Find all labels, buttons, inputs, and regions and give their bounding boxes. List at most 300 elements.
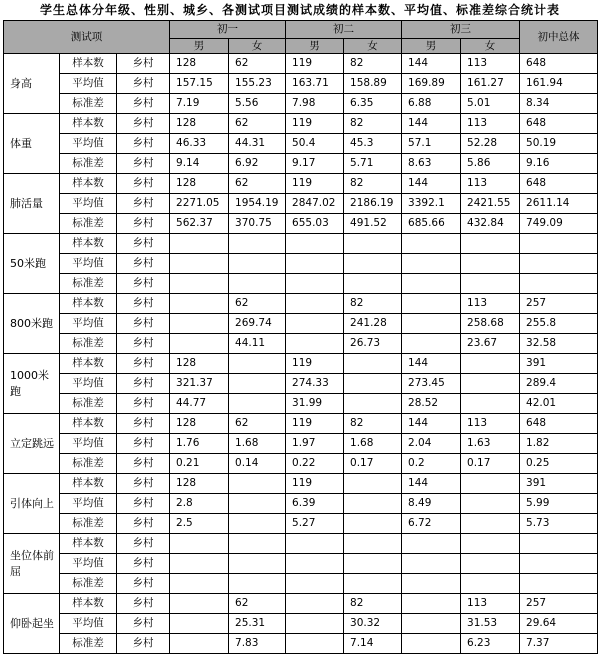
- value-cell: 6.72: [402, 514, 461, 534]
- value-cell: 0.17: [344, 454, 402, 474]
- value-cell: 6.88: [402, 94, 461, 114]
- value-cell: [402, 254, 461, 274]
- stat-label: 样本数: [60, 174, 117, 194]
- value-cell: 0.14: [229, 454, 286, 474]
- value-cell: [286, 274, 344, 294]
- item-name: 50米跑: [4, 234, 60, 294]
- value-cell: 82: [344, 174, 402, 194]
- value-cell: 158.89: [344, 74, 402, 94]
- stat-label: 平均值: [60, 434, 117, 454]
- value-cell: 113: [461, 54, 520, 74]
- value-cell: 7.83: [229, 634, 286, 654]
- value-cell: 5.01: [461, 94, 520, 114]
- table-row: [4, 114, 598, 134]
- total-value: [520, 534, 598, 554]
- value-cell: [461, 474, 520, 494]
- value-cell: [229, 234, 286, 254]
- table-row: [4, 454, 598, 474]
- value-cell: [229, 514, 286, 534]
- value-cell: [286, 534, 344, 554]
- table-row: [4, 594, 598, 614]
- stat-label: 平均值: [60, 314, 117, 334]
- stat-label: 样本数: [60, 474, 117, 494]
- total-value: 32.58: [520, 334, 598, 354]
- value-cell: [461, 494, 520, 514]
- value-cell: [402, 594, 461, 614]
- value-cell: 7.98: [286, 94, 344, 114]
- value-cell: 144: [402, 474, 461, 494]
- value-cell: 23.67: [461, 334, 520, 354]
- value-cell: 8.63: [402, 154, 461, 174]
- value-cell: 161.27: [461, 74, 520, 94]
- item-name: 立定跳远: [4, 414, 60, 474]
- value-cell: 119: [286, 174, 344, 194]
- value-cell: [170, 534, 229, 554]
- area-label: 乡村: [117, 514, 170, 534]
- value-cell: 273.45: [402, 374, 461, 394]
- value-cell: 82: [344, 414, 402, 434]
- value-cell: 655.03: [286, 214, 344, 234]
- table-row: [4, 214, 598, 234]
- table-row: [4, 94, 598, 114]
- value-cell: 119: [286, 414, 344, 434]
- value-cell: 258.68: [461, 314, 520, 334]
- value-cell: [461, 254, 520, 274]
- value-cell: 128: [170, 174, 229, 194]
- value-cell: [402, 574, 461, 594]
- value-cell: 144: [402, 114, 461, 134]
- area-label: 乡村: [117, 434, 170, 454]
- value-cell: [170, 334, 229, 354]
- value-cell: [170, 294, 229, 314]
- value-cell: 144: [402, 54, 461, 74]
- value-cell: [402, 334, 461, 354]
- value-cell: 31.99: [286, 394, 344, 414]
- value-cell: 26.73: [344, 334, 402, 354]
- area-label: 乡村: [117, 334, 170, 354]
- stat-label: 样本数: [60, 534, 117, 554]
- stat-label: 样本数: [60, 414, 117, 434]
- stat-label: 平均值: [60, 254, 117, 274]
- header-sex-male: 男: [286, 39, 344, 54]
- header-grade-1: 初一: [170, 21, 286, 39]
- total-value: 7.37: [520, 634, 598, 654]
- value-cell: 7.19: [170, 94, 229, 114]
- value-cell: 274.33: [286, 374, 344, 394]
- value-cell: [286, 234, 344, 254]
- value-cell: [461, 354, 520, 374]
- value-cell: 157.15: [170, 74, 229, 94]
- value-cell: [344, 554, 402, 574]
- value-cell: 1.76: [170, 434, 229, 454]
- table-row: [4, 254, 598, 274]
- value-cell: [344, 574, 402, 594]
- value-cell: 119: [286, 114, 344, 134]
- area-label: 乡村: [117, 594, 170, 614]
- value-cell: [344, 234, 402, 254]
- area-label: 乡村: [117, 414, 170, 434]
- value-cell: [402, 634, 461, 654]
- area-label: 乡村: [117, 394, 170, 414]
- area-label: 乡村: [117, 234, 170, 254]
- table-row: [4, 394, 598, 414]
- value-cell: [461, 234, 520, 254]
- total-value: 50.19: [520, 134, 598, 154]
- value-cell: [344, 394, 402, 414]
- area-label: 乡村: [117, 94, 170, 114]
- area-label: 乡村: [117, 254, 170, 274]
- stat-label: 平均值: [60, 134, 117, 154]
- value-cell: 163.71: [286, 74, 344, 94]
- value-cell: [170, 234, 229, 254]
- value-cell: [286, 634, 344, 654]
- table-row: [4, 194, 598, 214]
- value-cell: 28.52: [402, 394, 461, 414]
- area-label: 乡村: [117, 534, 170, 554]
- stat-label: 样本数: [60, 294, 117, 314]
- value-cell: 562.37: [170, 214, 229, 234]
- header-grade-2: 初二: [286, 21, 402, 39]
- value-cell: 2421.55: [461, 194, 520, 214]
- value-cell: 0.22: [286, 454, 344, 474]
- header-row-grades: [4, 21, 598, 39]
- table-row: [4, 314, 598, 334]
- value-cell: 62: [229, 594, 286, 614]
- value-cell: 113: [461, 414, 520, 434]
- value-cell: [402, 534, 461, 554]
- value-cell: 57.1: [402, 134, 461, 154]
- table-row: [4, 354, 598, 374]
- value-cell: [461, 374, 520, 394]
- stat-label: 平均值: [60, 614, 117, 634]
- value-cell: 119: [286, 354, 344, 374]
- value-cell: [229, 494, 286, 514]
- value-cell: 44.77: [170, 394, 229, 414]
- value-cell: [229, 394, 286, 414]
- item-name: 引体向上: [4, 474, 60, 534]
- stat-label: 标准差: [60, 214, 117, 234]
- value-cell: 2847.02: [286, 194, 344, 214]
- value-cell: [461, 514, 520, 534]
- value-cell: 8.49: [402, 494, 461, 514]
- stat-label: 样本数: [60, 234, 117, 254]
- total-value: 161.94: [520, 74, 598, 94]
- value-cell: 6.35: [344, 94, 402, 114]
- value-cell: 269.74: [229, 314, 286, 334]
- table-row: [4, 614, 598, 634]
- value-cell: [461, 574, 520, 594]
- table-row: [4, 494, 598, 514]
- area-label: 乡村: [117, 134, 170, 154]
- value-cell: 491.52: [344, 214, 402, 234]
- total-value: 8.34: [520, 94, 598, 114]
- header-item-label: 测试项: [4, 21, 170, 54]
- total-value: 5.99: [520, 494, 598, 514]
- item-name: 仰卧起坐: [4, 594, 60, 654]
- area-label: 乡村: [117, 634, 170, 654]
- table-row: [4, 634, 598, 654]
- value-cell: 128: [170, 354, 229, 374]
- value-cell: [344, 494, 402, 514]
- stat-label: 标准差: [60, 154, 117, 174]
- value-cell: 46.33: [170, 134, 229, 154]
- value-cell: [229, 274, 286, 294]
- value-cell: [229, 354, 286, 374]
- total-value: [520, 554, 598, 574]
- area-label: 乡村: [117, 154, 170, 174]
- table-row: [4, 414, 598, 434]
- stats-table: [3, 20, 598, 654]
- stat-label: 平均值: [60, 554, 117, 574]
- total-value: 648: [520, 54, 598, 74]
- value-cell: [170, 314, 229, 334]
- value-cell: [286, 334, 344, 354]
- value-cell: [170, 634, 229, 654]
- area-label: 乡村: [117, 274, 170, 294]
- value-cell: 52.28: [461, 134, 520, 154]
- total-value: 749.09: [520, 214, 598, 234]
- total-value: 1.82: [520, 434, 598, 454]
- value-cell: 7.14: [344, 634, 402, 654]
- value-cell: 0.17: [461, 454, 520, 474]
- total-value: 257: [520, 294, 598, 314]
- value-cell: 321.37: [170, 374, 229, 394]
- total-value: 29.64: [520, 614, 598, 634]
- area-label: 乡村: [117, 294, 170, 314]
- value-cell: [461, 394, 520, 414]
- value-cell: [229, 534, 286, 554]
- stat-label: 平均值: [60, 194, 117, 214]
- value-cell: 113: [461, 174, 520, 194]
- value-cell: [344, 534, 402, 554]
- table-row: [4, 274, 598, 294]
- table-row: [4, 154, 598, 174]
- total-value: 0.25: [520, 454, 598, 474]
- value-cell: 119: [286, 474, 344, 494]
- value-cell: 5.71: [344, 154, 402, 174]
- value-cell: 45.3: [344, 134, 402, 154]
- area-label: 乡村: [117, 474, 170, 494]
- value-cell: [286, 294, 344, 314]
- value-cell: 0.21: [170, 454, 229, 474]
- header-sex-female: 女: [229, 39, 286, 54]
- value-cell: 1.68: [229, 434, 286, 454]
- item-name: 800米跑: [4, 294, 60, 354]
- value-cell: 1.97: [286, 434, 344, 454]
- stat-label: 标准差: [60, 94, 117, 114]
- stat-label: 样本数: [60, 54, 117, 74]
- value-cell: 144: [402, 354, 461, 374]
- table-row: [4, 374, 598, 394]
- value-cell: [402, 234, 461, 254]
- value-cell: 82: [344, 294, 402, 314]
- value-cell: [229, 374, 286, 394]
- value-cell: 1.68: [344, 434, 402, 454]
- area-label: 乡村: [117, 314, 170, 334]
- area-label: 乡村: [117, 554, 170, 574]
- total-value: 2611.14: [520, 194, 598, 214]
- value-cell: [170, 254, 229, 274]
- value-cell: [461, 274, 520, 294]
- area-label: 乡村: [117, 374, 170, 394]
- header-grade-3: 初三: [402, 21, 520, 39]
- stat-label: 样本数: [60, 594, 117, 614]
- value-cell: [286, 314, 344, 334]
- value-cell: 128: [170, 474, 229, 494]
- header-sex-female: 女: [344, 39, 402, 54]
- value-cell: 82: [344, 594, 402, 614]
- area-label: 乡村: [117, 114, 170, 134]
- header-sex-male: 男: [402, 39, 461, 54]
- value-cell: [229, 554, 286, 574]
- value-cell: 685.66: [402, 214, 461, 234]
- value-cell: 241.28: [344, 314, 402, 334]
- value-cell: [461, 554, 520, 574]
- total-value: 5.73: [520, 514, 598, 534]
- value-cell: [344, 274, 402, 294]
- stat-label: 平均值: [60, 374, 117, 394]
- table-row: [4, 514, 598, 534]
- value-cell: 6.23: [461, 634, 520, 654]
- area-label: 乡村: [117, 74, 170, 94]
- value-cell: 31.53: [461, 614, 520, 634]
- table-row: [4, 134, 598, 154]
- value-cell: [286, 554, 344, 574]
- item-name: 肺活量: [4, 174, 60, 234]
- value-cell: 62: [229, 414, 286, 434]
- value-cell: [170, 594, 229, 614]
- value-cell: 113: [461, 294, 520, 314]
- value-cell: 6.92: [229, 154, 286, 174]
- value-cell: 50.4: [286, 134, 344, 154]
- header-sex-female: 女: [461, 39, 520, 54]
- value-cell: [461, 534, 520, 554]
- header-total: 初中总体: [520, 21, 598, 54]
- table-row: [4, 534, 598, 554]
- value-cell: [170, 554, 229, 574]
- value-cell: 144: [402, 414, 461, 434]
- area-label: 乡村: [117, 174, 170, 194]
- table-row: [4, 174, 598, 194]
- area-label: 乡村: [117, 574, 170, 594]
- table-row: [4, 54, 598, 74]
- value-cell: [286, 254, 344, 274]
- total-value: [520, 254, 598, 274]
- value-cell: 62: [229, 174, 286, 194]
- value-cell: 62: [229, 114, 286, 134]
- value-cell: 2.5: [170, 514, 229, 534]
- total-value: [520, 274, 598, 294]
- total-value: 255.8: [520, 314, 598, 334]
- value-cell: 144: [402, 174, 461, 194]
- value-cell: 25.31: [229, 614, 286, 634]
- stat-label: 标准差: [60, 634, 117, 654]
- table-title: 学生总体分年级、性别、城乡、各测试项目测试成绩的样本数、平均值、标准差综合统计表: [39, 3, 560, 17]
- value-cell: 128: [170, 414, 229, 434]
- value-cell: 9.14: [170, 154, 229, 174]
- item-name: 体重: [4, 114, 60, 174]
- stat-label: 平均值: [60, 494, 117, 514]
- total-value: 648: [520, 414, 598, 434]
- area-label: 乡村: [117, 354, 170, 374]
- table-row: [4, 334, 598, 354]
- value-cell: [229, 474, 286, 494]
- area-label: 乡村: [117, 54, 170, 74]
- value-cell: 370.75: [229, 214, 286, 234]
- total-value: 391: [520, 474, 598, 494]
- value-cell: [229, 254, 286, 274]
- value-cell: 9.17: [286, 154, 344, 174]
- area-label: 乡村: [117, 194, 170, 214]
- table-row: [4, 554, 598, 574]
- value-cell: [286, 614, 344, 634]
- item-name: 身高: [4, 54, 60, 114]
- total-value: 648: [520, 174, 598, 194]
- value-cell: [402, 554, 461, 574]
- value-cell: [286, 574, 344, 594]
- value-cell: 62: [229, 294, 286, 314]
- value-cell: 3392.1: [402, 194, 461, 214]
- value-cell: 155.23: [229, 74, 286, 94]
- stat-label: 标准差: [60, 454, 117, 474]
- value-cell: [229, 574, 286, 594]
- value-cell: 5.27: [286, 514, 344, 534]
- value-cell: [344, 374, 402, 394]
- value-cell: [344, 514, 402, 534]
- value-cell: 2.04: [402, 434, 461, 454]
- value-cell: 128: [170, 114, 229, 134]
- value-cell: 113: [461, 594, 520, 614]
- value-cell: [344, 254, 402, 274]
- table-row: [4, 294, 598, 314]
- area-label: 乡村: [117, 494, 170, 514]
- value-cell: 5.56: [229, 94, 286, 114]
- value-cell: 5.86: [461, 154, 520, 174]
- area-label: 乡村: [117, 214, 170, 234]
- value-cell: [402, 614, 461, 634]
- value-cell: 1.63: [461, 434, 520, 454]
- total-value: 42.01: [520, 394, 598, 414]
- item-name: 坐位体前屈: [4, 534, 60, 594]
- stat-label: 标准差: [60, 274, 117, 294]
- value-cell: 6.39: [286, 494, 344, 514]
- value-cell: 44.31: [229, 134, 286, 154]
- area-label: 乡村: [117, 454, 170, 474]
- value-cell: [170, 274, 229, 294]
- total-value: 391: [520, 354, 598, 374]
- stat-label: 平均值: [60, 74, 117, 94]
- total-value: 257: [520, 594, 598, 614]
- value-cell: 82: [344, 114, 402, 134]
- total-value: 289.4: [520, 374, 598, 394]
- stat-label: 标准差: [60, 514, 117, 534]
- table-row: [4, 474, 598, 494]
- value-cell: 113: [461, 114, 520, 134]
- table-body: [4, 54, 598, 654]
- value-cell: [402, 294, 461, 314]
- value-cell: 44.11: [229, 334, 286, 354]
- value-cell: 128: [170, 54, 229, 74]
- value-cell: [344, 474, 402, 494]
- value-cell: 62: [229, 54, 286, 74]
- total-value: [520, 234, 598, 254]
- value-cell: 432.84: [461, 214, 520, 234]
- area-label: 乡村: [117, 614, 170, 634]
- stat-label: 标准差: [60, 574, 117, 594]
- value-cell: [344, 354, 402, 374]
- value-cell: [402, 274, 461, 294]
- table-row: [4, 574, 598, 594]
